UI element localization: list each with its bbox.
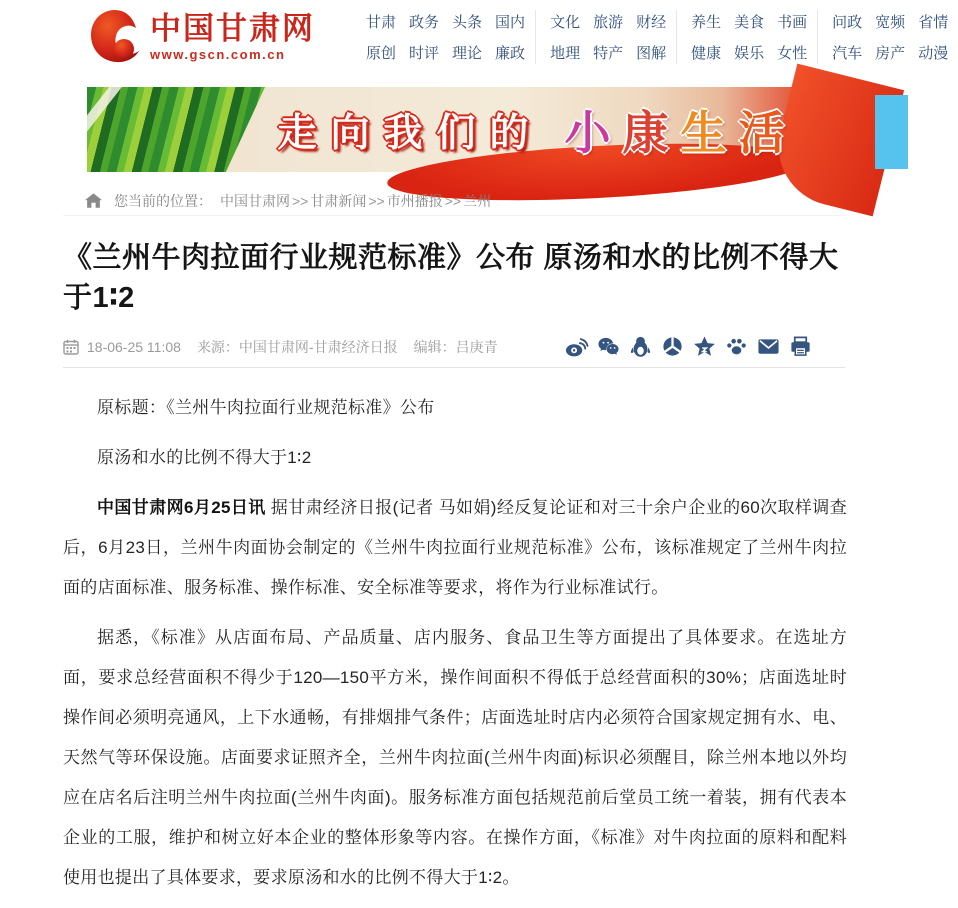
nav-link-政务[interactable]: 政务	[409, 14, 440, 31]
print-icon[interactable]	[789, 335, 812, 358]
article-meta-row	[63, 332, 845, 368]
article-title: 《兰州牛肉拉面行业规范标准》公布 原汤和水的比例不得大于1∶2	[63, 242, 839, 314]
banner-strip	[0, 87, 908, 172]
nav-link-廉政[interactable]: 廉政	[495, 45, 526, 62]
breadcrumb-label: 您当前的位置：	[114, 192, 212, 209]
xiaokang-campaign-banner[interactable]	[87, 87, 862, 172]
site-header	[0, 0, 949, 76]
breadcrumb-item-2[interactable]: 甘肃新闻	[310, 192, 367, 209]
nav-link-房产[interactable]: 房产	[875, 45, 906, 62]
breadcrumb-separator: >>	[368, 192, 385, 209]
banner-slogan-highlight: 小康生活	[564, 106, 797, 159]
article-paragraph-3: 中国甘肃网6月25日讯 据甘肃经济日报(记者 马如娟)经反复论证和对三十余户企业的60次取样调查后，6月23日，兰州牛肉面协会制定的《兰州牛肉拉面行业规范标准》公布，该标准规定了兰州牛肉拉面的店面标准、服务标准、操作标准、安全标准等要求，将作为行业标准试行。	[63, 498, 847, 597]
article-paragraph-2: 原汤和水的比例不得大于1∶2	[97, 448, 312, 467]
nav-link-健康[interactable]: 健康	[691, 45, 722, 62]
nav-link-宽频[interactable]: 宽频	[875, 14, 906, 31]
nav-link-汽车[interactable]: 汽车	[832, 45, 863, 62]
breadcrumb-item-4[interactable]: 兰州	[463, 192, 492, 209]
nav-link-女性[interactable]: 女性	[777, 45, 808, 62]
article-source: 来源：中国甘肃网-甘肃经济日报	[196, 338, 398, 355]
breadcrumb-item-1[interactable]: 中国甘肃网	[220, 192, 290, 209]
nav-link-旅游[interactable]: 旅游	[593, 14, 624, 31]
nav-link-娱乐[interactable]: 娱乐	[734, 45, 765, 62]
nav-link-特产[interactable]: 特产	[593, 45, 624, 62]
paw-icon[interactable]	[725, 335, 748, 358]
article-body	[63, 388, 847, 908]
nav-link-问政[interactable]: 问政	[832, 14, 863, 31]
nav-group-2	[535, 10, 676, 64]
top-nav	[352, 10, 949, 64]
nav-link-文化[interactable]: 文化	[550, 14, 581, 31]
email-icon[interactable]	[757, 335, 780, 358]
site-logo[interactable]	[88, 8, 315, 66]
nav-link-理论[interactable]: 理论	[452, 45, 483, 62]
breadcrumb-separator: >>	[444, 192, 462, 209]
nav-link-财经[interactable]: 财经	[636, 14, 667, 31]
breadcrumb-item-3[interactable]: 市州播报	[386, 192, 443, 209]
banner-fields-art	[87, 87, 265, 172]
nav-link-美食[interactable]: 美食	[734, 14, 765, 31]
publish-datetime: 18-06-25 11:08	[87, 338, 181, 355]
breadcrumb-items	[220, 191, 491, 211]
nav-link-甘肃[interactable]: 甘肃	[366, 14, 397, 31]
nav-link-时评[interactable]: 时评	[409, 45, 440, 62]
nav-link-动漫[interactable]: 动漫	[918, 45, 949, 62]
share-bar	[565, 335, 812, 358]
wechat-icon[interactable]	[597, 335, 620, 358]
nav-group-4	[817, 10, 958, 64]
nav-link-头条[interactable]: 头条	[452, 14, 483, 31]
nav-link-地理[interactable]: 地理	[550, 45, 581, 62]
home-icon[interactable]	[85, 193, 102, 209]
article-paragraph-1: 原标题：《兰州牛肉拉面行业规范标准》公布	[97, 398, 435, 417]
nav-link-国内[interactable]: 国内	[495, 14, 526, 31]
article-editor: 编辑：吕庚青	[413, 338, 498, 355]
qzone-star-icon[interactable]	[693, 335, 716, 358]
calendar-icon	[63, 339, 79, 355]
site-url: www.gscn.com.cn	[150, 47, 286, 62]
nav-link-书画[interactable]: 书画	[777, 14, 808, 31]
weibo-icon[interactable]	[565, 335, 588, 358]
gscn-logo-icon	[88, 8, 142, 66]
article-paragraph-4: 据悉，《标准》从店面布局、产品质量、店内服务、食品卫生等方面提出了具体要求。在选址方面，要求总经营面积不得少于120—150平方米，操作间面积不得低于总经营面积的30%；店面选址时操作间必须明亮通风，上下水通畅，有排烟排气条件；店面选址时店内必须符合国家规定拥有水、电、天然气等环保设施。店面要求证照齐全，兰州牛肉拉面(兰州牛肉面)标识必须醒目，除兰州本地以外均应在店名后注明兰州牛肉拉面(兰州牛肉面)。服务标准方面包括规范前后堂员工统一着装，拥有代表本企业的工服，维护和树立好本企业的整体形象等内容。在操作方面，《标准》对牛肉拉面的原料和配料使用也提出了具体要求，要求原汤和水的比例不得大于1∶2。	[63, 628, 847, 887]
breadcrumb	[63, 186, 845, 216]
side-widget-block[interactable]	[875, 95, 908, 169]
qq-icon[interactable]	[629, 335, 652, 358]
paragraph-lead: 中国甘肃网6月25日讯	[97, 498, 266, 517]
nav-group-1	[352, 10, 535, 64]
nav-group-3	[676, 10, 817, 64]
peace-circle-icon[interactable]	[661, 335, 684, 358]
nav-link-省情[interactable]: 省情	[918, 14, 949, 31]
site-name: 中国甘肃网	[150, 11, 315, 46]
breadcrumb-separator: >>	[292, 192, 309, 209]
banner-slogan-prefix: 走向我们的	[277, 111, 543, 155]
nav-link-养生[interactable]: 养生	[691, 14, 722, 31]
nav-link-图解[interactable]: 图解	[636, 45, 667, 62]
nav-link-原创[interactable]: 原创	[366, 45, 397, 62]
